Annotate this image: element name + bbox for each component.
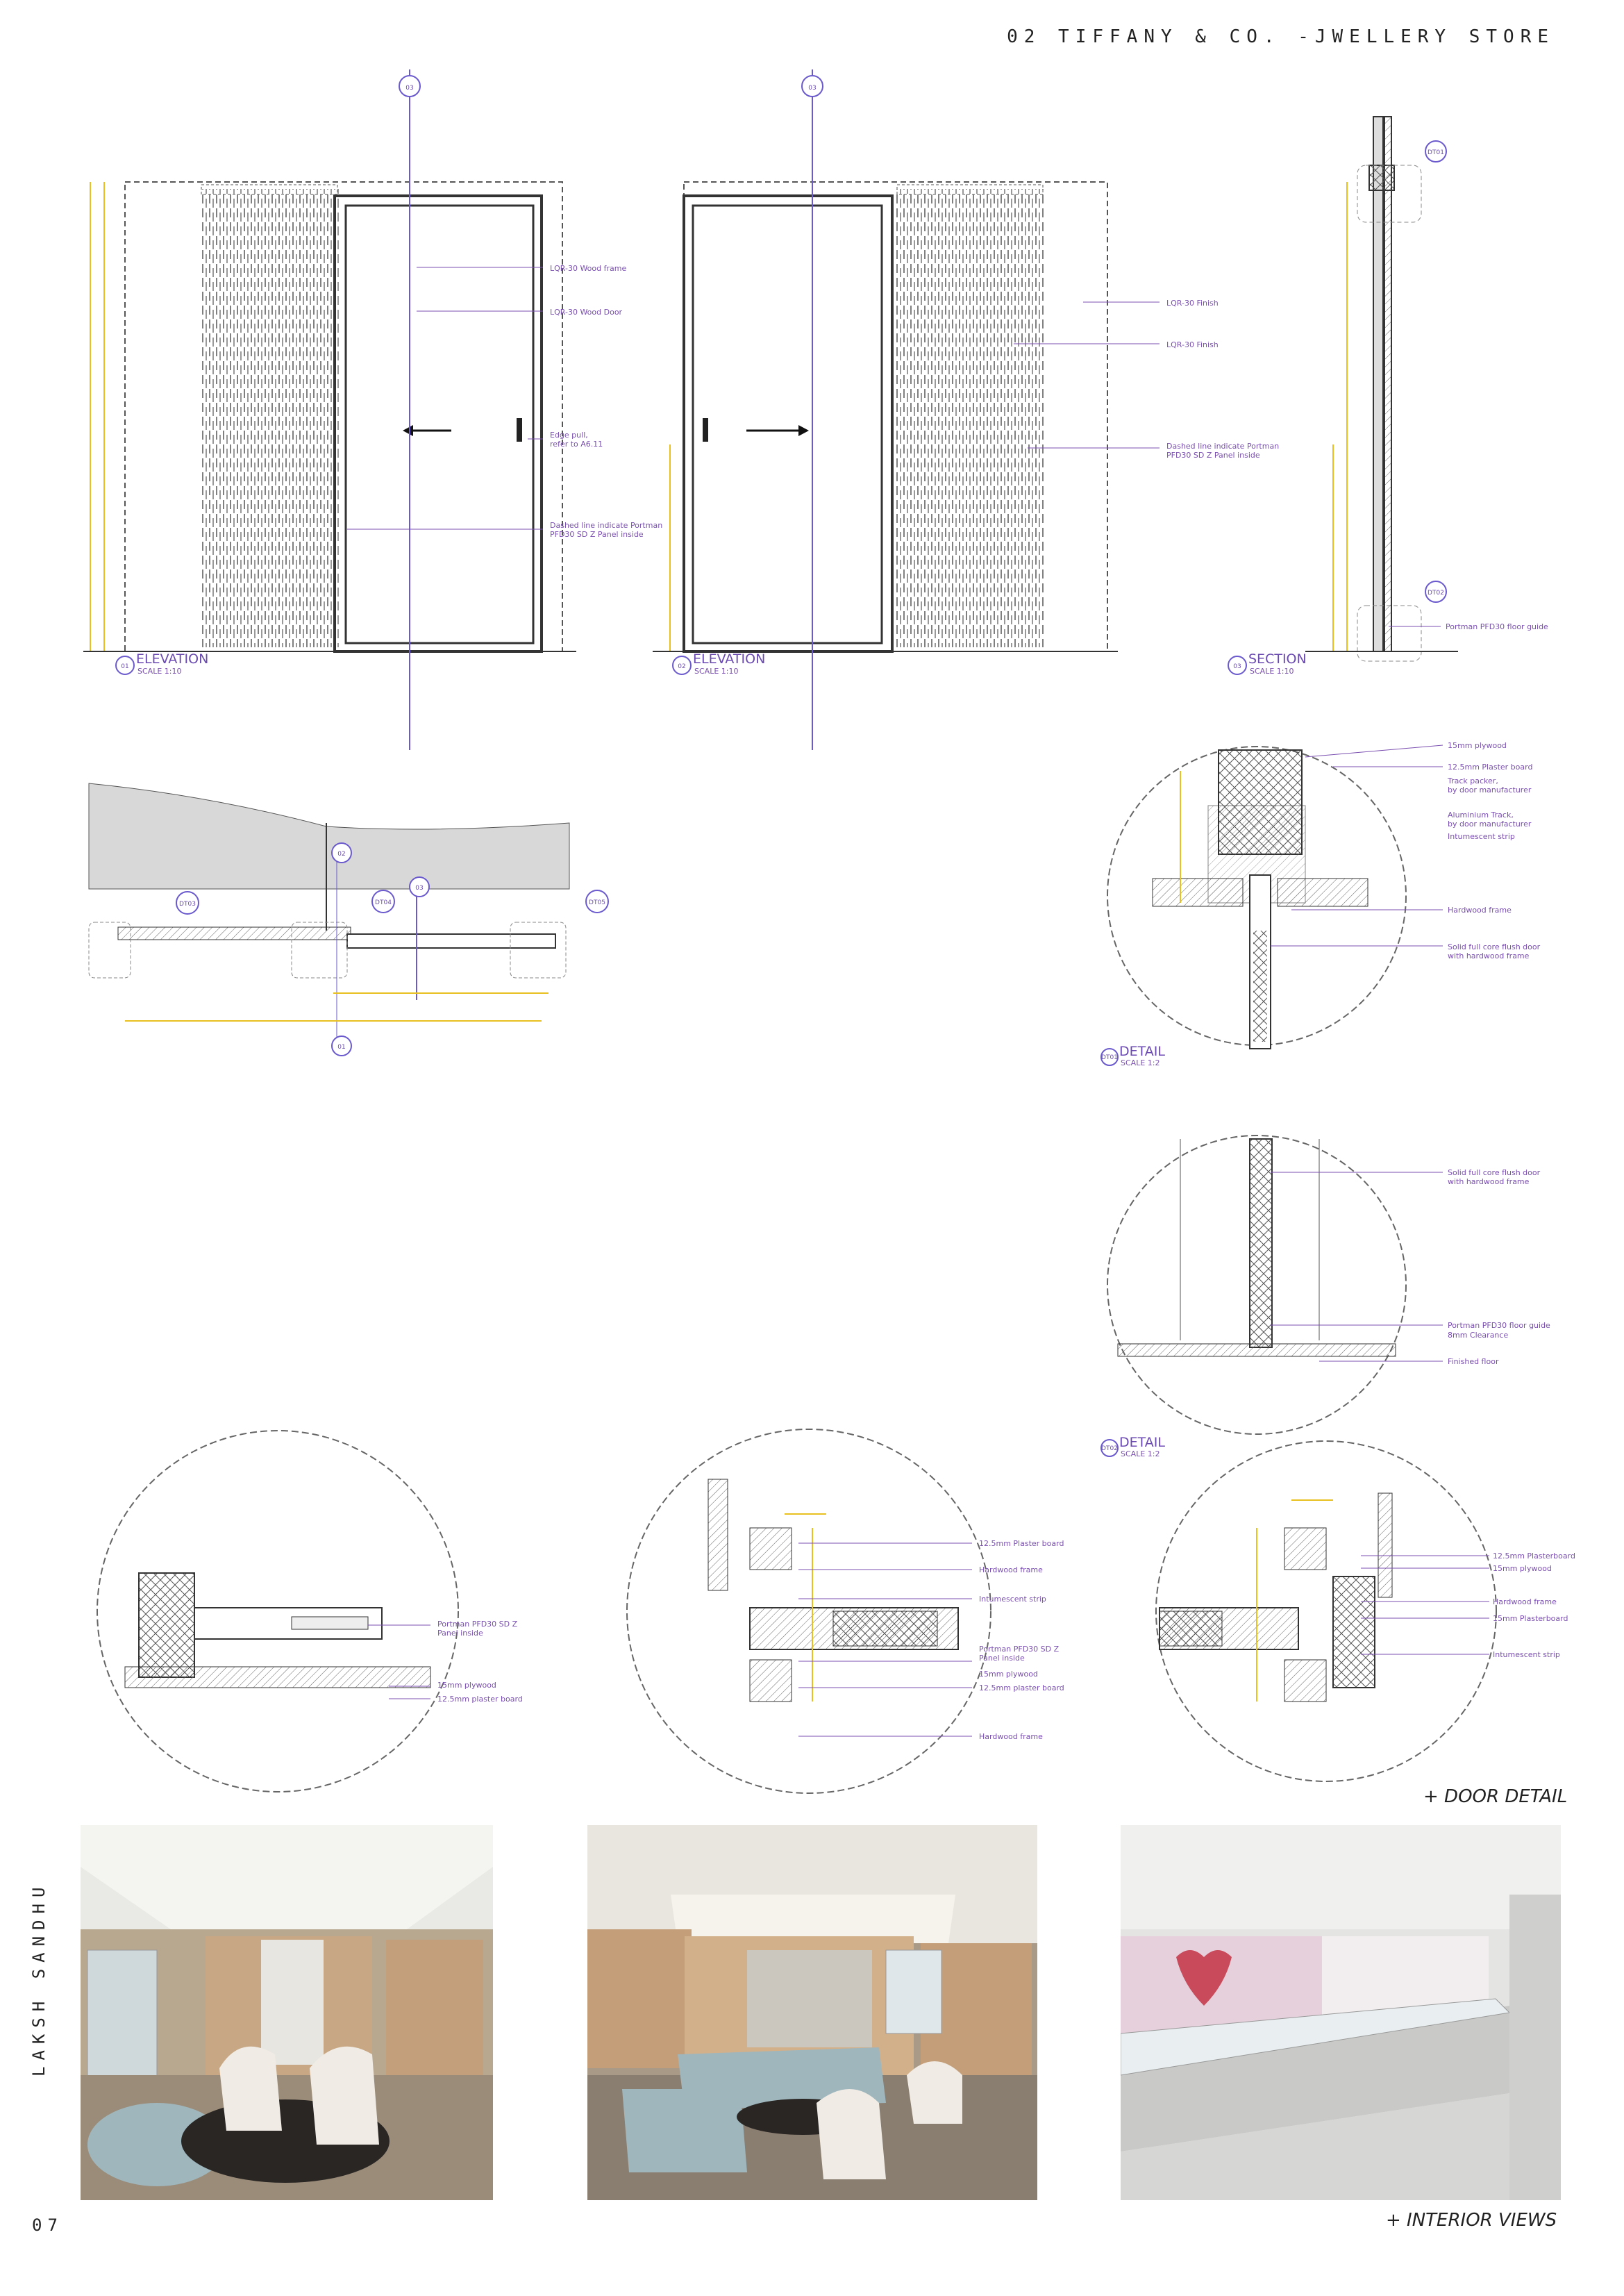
elev1-note-pull: Edge pull,	[550, 431, 588, 440]
plan-marker-dt05: DT05	[589, 899, 605, 906]
dt02-note-1: Solid full core flush door	[1448, 1168, 1541, 1177]
elev1-note-door: LQR-30 Wood Door	[550, 308, 623, 317]
plan-view	[89, 783, 608, 1056]
dt01-note-7: Intumescent strip	[1448, 832, 1515, 841]
dt01-note-9: Solid full core flush door	[1448, 942, 1541, 951]
author-name: LAKSH SANDHU	[29, 1881, 49, 2077]
render-showroom	[1121, 1825, 1561, 2200]
marker-03: 03	[405, 85, 414, 92]
dt04-note-2: Hardwood frame	[979, 1565, 1043, 1574]
dt04-note-4: Portman PFD30 SD Z	[979, 1645, 1060, 1654]
dt02-note-5: Finished floor	[1448, 1357, 1499, 1366]
section-note-guide: Portman PFD30 floor guide	[1446, 622, 1548, 631]
render-lounge-1	[81, 1825, 493, 2200]
dt05-note-4: 15mm Plasterboard	[1493, 1614, 1568, 1623]
section-03	[1228, 117, 1548, 676]
dt01-note-5: Aluminium Track,	[1448, 810, 1514, 820]
dt03-note-1: Portman PFD30 SD Z	[437, 1620, 518, 1629]
dt05-note-2: 15mm plywood	[1493, 1564, 1552, 1573]
elev2-title-num: 02	[678, 663, 686, 670]
dt01-note-6: by door manufacturer	[1448, 820, 1532, 829]
page-number: 07	[32, 2215, 63, 2235]
dt05-note-3: Hardwood frame	[1493, 1597, 1557, 1606]
elev2-note-finish-2: LQR-30 Finish	[1166, 340, 1219, 349]
dt04-note-1: 12.5mm Plaster board	[979, 1539, 1064, 1548]
dt02-note-2: with hardwood frame	[1448, 1177, 1530, 1186]
dt02-note-3: Portman PFD30 floor guide	[1448, 1321, 1550, 1330]
elev2-note-finish-1: LQR-30 Finish	[1166, 299, 1219, 308]
dt04-note-3: Intumescent strip	[979, 1595, 1046, 1604]
dt01-note-8: Hardwood frame	[1448, 906, 1512, 915]
dt03-note-2: Panel inside	[437, 1629, 483, 1638]
section-scale: SCALE 1:10	[1250, 667, 1294, 676]
dt01-note-10: with hardwood frame	[1448, 951, 1530, 960]
detail-dt03	[97, 1431, 523, 1792]
dt01-note-3: Track packer,	[1448, 776, 1498, 785]
dt01-title: DETAIL	[1119, 1044, 1165, 1059]
plan-marker-02: 02	[337, 851, 346, 858]
dt04-note-8: Hardwood frame	[979, 1732, 1043, 1741]
marker-03-b: 03	[808, 85, 817, 92]
elev1-title-num: 01	[121, 663, 129, 670]
dt03-note-4: 12.5mm plaster board	[437, 1695, 523, 1704]
dt01-note-1: 15mm plywood	[1448, 741, 1507, 750]
dt04-note-7: 12.5mm plaster board	[979, 1683, 1064, 1692]
plan-marker-03: 03	[415, 885, 424, 892]
elev2-note-panel: PFD30 SD Z Panel inside	[1166, 451, 1260, 460]
section-title: SECTION	[1248, 651, 1307, 667]
page-title: 02 TIFFANY & CO. -JWELLERY STORE	[1007, 26, 1555, 47]
dt04-note-6: 15mm plywood	[979, 1670, 1038, 1679]
plan-marker-dt04: DT04	[375, 899, 392, 906]
dt04-note-5: Panel inside	[979, 1654, 1025, 1663]
dt02-title: DETAIL	[1119, 1435, 1165, 1450]
dt02-scale: SCALE 1:2	[1121, 1449, 1160, 1458]
detail-dt05	[1156, 1441, 1575, 1781]
elev1-note-panel: PFD30 SD Z Panel inside	[550, 530, 644, 539]
section-title-num: 03	[1233, 663, 1241, 670]
render-lounge-2	[587, 1825, 1037, 2200]
dt02-note-4: 8mm Clearance	[1448, 1331, 1509, 1340]
elev1-title: ELEVATION	[136, 651, 209, 667]
elevation-01	[83, 69, 662, 750]
dt01-note-4: by door manufacturer	[1448, 785, 1532, 795]
dt05-note-5: Intumescent strip	[1493, 1650, 1560, 1659]
dt03-note-3: 15mm plywood	[437, 1681, 496, 1690]
elev2-scale: SCALE 1:10	[694, 667, 739, 676]
door-detail-heading: + DOOR DETAIL	[1423, 1786, 1568, 1807]
dt01-note-2: 12.5mm Plaster board	[1448, 763, 1533, 772]
section-marker-dt02: DT02	[1428, 590, 1444, 597]
dt02-title-num: DT02	[1101, 1445, 1118, 1452]
interior-views-heading: + INTERIOR VIEWS	[1386, 2210, 1557, 2231]
dt01-title-num: DT01	[1101, 1054, 1118, 1061]
dt01-scale: SCALE 1:2	[1121, 1058, 1160, 1067]
detail-dt01	[1101, 741, 1541, 1067]
section-marker-dt01: DT01	[1428, 149, 1444, 156]
detail-dt04	[627, 1429, 1064, 1793]
elev1-scale: SCALE 1:10	[137, 667, 182, 676]
elev2-note-dashed: Dashed line indicate Portman	[1166, 442, 1280, 451]
elev1-note-dashed: Dashed line indicate Portman	[550, 521, 663, 530]
plan-marker-dt03: DT03	[179, 901, 196, 908]
elev1-note-frame: LQR-30 Wood frame	[550, 264, 627, 273]
elev1-note-pull-ref: refer to A6.11	[550, 440, 603, 449]
elev2-title: ELEVATION	[693, 651, 766, 667]
plan-marker-01: 01	[337, 1044, 346, 1051]
dt05-note-1: 12.5mm Plasterboard	[1493, 1552, 1575, 1561]
detail-dt02	[1101, 1135, 1550, 1458]
elevation-02	[653, 69, 1279, 750]
